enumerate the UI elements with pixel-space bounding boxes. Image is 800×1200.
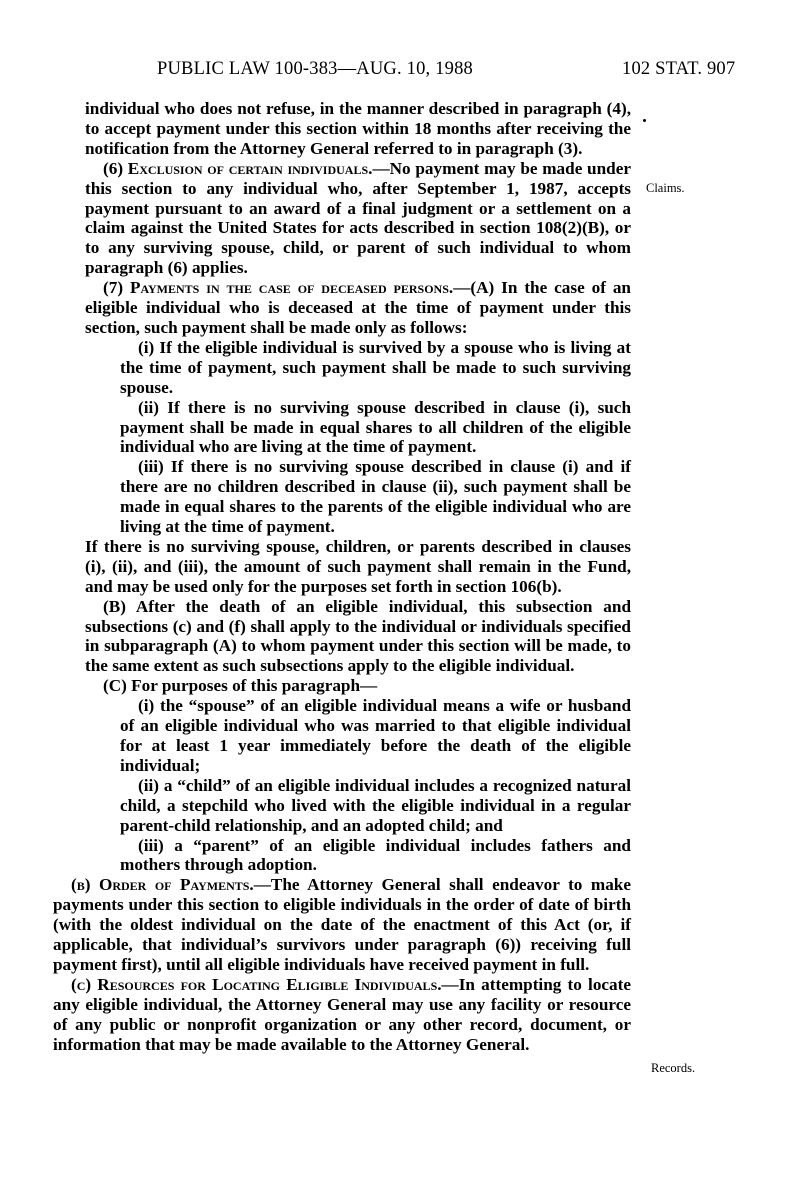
subsection-c — [53, 975, 631, 1055]
paragraph-6-text: —No payment may be made under this section to any individual who, after September 1, 1987, accepts payment pursuant to an award of a final judgment or a settlement on a claim against the United States for acts described in section 108(2)(B), or to any surviving spouse, child, or parent of such individual to whom paragraph (6) applies. — [85, 158, 631, 278]
paragraph-6-heading: (6) Exclusion of certain individuals. — [103, 158, 373, 178]
clause-7-a-i: (i) If the eligible individual is survived by a spouse who is living at the time of payment, such payment shall be made to such surviving spouse. — [120, 337, 631, 397]
clause-7-c-iii: (iii) a “parent” of an eligible individual includes fathers and mothers through adoption. — [120, 835, 631, 875]
subparagraph-7-b: (B) After the death of an eligible individual, this subsection and subsections (c) and (f) shall apply to the individual or individuals specified in subparagraph (A) to whom payment under this section will be made, to the same extent as such subsections apply to the eligible individual. — [85, 596, 631, 676]
clause-7-c-ii: (ii) a “child” of an eligible individual includes a recognized natural child, a stepchild who lived with the eligible individual in a regular parent-child relationship, and an adopted child; and — [120, 775, 631, 835]
clause-7-a-ii: (ii) If there is no surviving spouse described in clause (i), such payment shall be made in equal shares to all children of the eligible individual who are living at the time of payment. — [120, 397, 631, 457]
statute-body — [53, 99, 631, 1055]
margin-note-claims: Claims. — [646, 181, 685, 195]
subsection-b-text: —The Attorney General shall endeavor to make payments under this section to eligible individuals in the order of date of birth (with the oldest individual on the date of the enactment of this Act (or, if applicable, that individual’s survivors under paragraph (6)) receiving full payment first), until all eligible individuals have received payment in full. — [53, 875, 631, 974]
margin-note-records: Records. — [651, 1061, 696, 1075]
paragraph-7 — [53, 278, 631, 338]
subsection-c-text: —In attempting to locate any eligible individual, the Attorney General may use any facility or resource of any public or nonprofit organization or any other record, document, or information that may be made available to the Attorney General. — [53, 974, 631, 1054]
paragraph-7-text: —(A) In the case of an eligible individual who is deceased at the time of payment under this section, such payment shall be made only as follows: — [85, 278, 631, 337]
paragraph-6 — [53, 159, 631, 278]
clause-7-a-iii: (iii) If there is no surviving spouse described in clause (i) and if there are no children described in clause (ii), such payment shall be made in equal shares to the parents of the eligible individual who are living at the time of payment. — [120, 457, 631, 537]
subsection-b — [53, 875, 631, 975]
page-header-stat-citation: 102 STAT. 907 — [622, 59, 736, 79]
subparagraph-7-c: (C) For purposes of this paragraph— — [103, 676, 378, 696]
continued-paragraph: individual who does not refuse, in the manner described in paragraph (4), to accept payment under this section within 18 months after receiving the notification from the Attorney General referred to in paragraph (3). — [85, 99, 631, 158]
paragraph-7-heading: (7) Payments in the case of deceased persons. — [103, 278, 454, 298]
paragraph-7-flush-text: If there is no surviving spouse, children, or parents described in clauses (i), (ii), and (iii), the amount of such payment shall remain in the Fund, and may be used only for the purposes set forth in section 106(b). — [85, 536, 631, 596]
subsection-b-heading: (b) Order of Payments. — [71, 875, 254, 895]
page-header-title: PUBLIC LAW 100-383—AUG. 10, 1988 — [157, 59, 473, 79]
stray-ink-mark — [643, 119, 646, 122]
clause-7-c-i: (i) the “spouse” of an eligible individual means a wife or husband of an eligible individual who was married to that eligible individual for at least 1 year immediately before the death of the eligible individual; — [120, 696, 631, 775]
running-head — [0, 59, 800, 83]
subsection-c-heading: (c) Resources for Locating Eligible Individuals. — [71, 974, 442, 994]
